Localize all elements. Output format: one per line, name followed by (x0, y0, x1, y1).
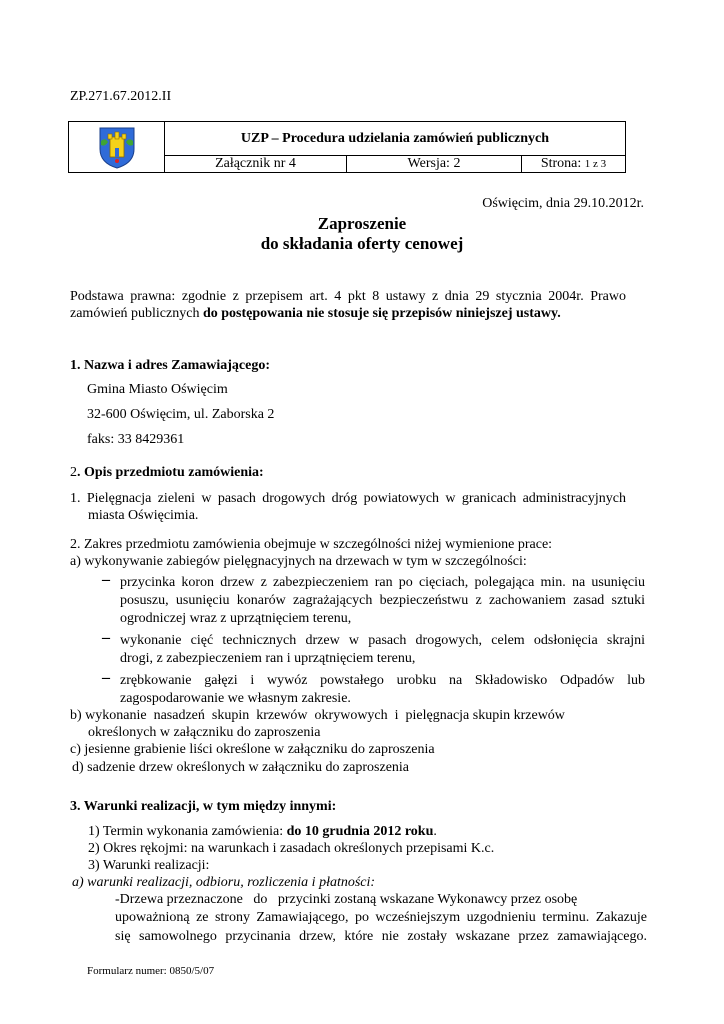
condition-item1 (88, 823, 437, 840)
condition-item3: 3) Warunki realizacji: (88, 858, 210, 873)
legal-basis-plain: zamówień publicznych (70, 306, 203, 321)
scope-item-d: d) sadzenie drzew określonych w załączniku do zaproszenia (72, 760, 410, 775)
contracting-authority-name: Gmina Miasto Oświęcim (87, 382, 228, 397)
bullet-dash: – (102, 669, 110, 686)
section2-heading (70, 464, 264, 481)
contracting-authority-fax: faks: 33 8429361 (87, 432, 185, 447)
condition-para-line1: -Drzewa przeznaczone do przycinki zostaną wskazane Wykonawcy przez osobę (115, 892, 578, 907)
bullet3-line1: zrębkowanie gałęzi i wywóz powstałego urobku na Składowisko Odpadów lub (120, 673, 645, 688)
page-indicator (522, 156, 625, 172)
bullet1-line1: przycinka koron drzew z zabezpieczeniem ran po cięciach, polegająca min. na usunięciu (120, 575, 645, 590)
attachment-number: Załącznik nr 4 (165, 156, 347, 172)
header-table (68, 121, 626, 173)
document-title: Zaproszenie (317, 214, 407, 233)
section2-heading-text: . Opis przedmiotu zamówienia: (77, 465, 264, 480)
version-label: Wersja: 2 (347, 156, 522, 172)
scope-item-a: a) wykonywanie zabiegów pielęgnacyjnych na drzewach w tym w szczególności: (70, 554, 527, 569)
coat-of-arms-icon (96, 125, 138, 169)
scope-item1-line2: miasta Oświęcimia. (88, 508, 199, 523)
scope-item-b-line1: b) wykonanie nasadzeń skupin krzewów okrywowych i pielęgnacja skupin krzewów (70, 708, 565, 723)
condition-item1-end: . (433, 824, 437, 839)
bullet1-line3: ogrodniczej wraz z uprzątnięciem terenu, (120, 611, 352, 626)
bullet-dash: – (102, 629, 110, 646)
form-number-footer: Formularz numer: 0850/5/07 (87, 965, 215, 977)
legal-basis-bold: do postępowania nie stosuje się przepisów niniejszej ustawy. (202, 306, 561, 321)
bullet3-line2: zagospodarowanie we własnym zakresie. (120, 691, 351, 706)
page-value: 1 z 3 (584, 158, 607, 170)
document-reference: ZP.271.67.2012.II (70, 89, 172, 104)
contracting-authority-address: 32-600 Oświęcim, ul. Zaborska 2 (87, 407, 275, 422)
procedure-title: UZP – Procedura udzielania zamówień publicznych (165, 122, 625, 156)
condition-item-a: a) warunki realizacji, odbioru, rozliczenia i płatności: (72, 875, 376, 890)
condition-item1-deadline: do 10 grudnia 2012 roku (286, 824, 434, 839)
section1-heading: 1. Nazwa i adres Zamawiającego: (70, 358, 270, 373)
section3-heading: 3. Warunki realizacji, w tym między innymi: (70, 799, 337, 814)
condition-item2: 2) Okres rękojmi: na warunkach i zasadach określonych przepisami K.c. (88, 841, 495, 856)
bullet1-line2: posuszu, usunięciu konarów zagrażających bezpieczeństwu z zachowaniem zasad sztuki (120, 593, 645, 608)
document-subtitle: do składania oferty cenowej (260, 234, 464, 253)
legal-basis-line1: Podstawa prawna: zgodnie z przepisem art. 4 pkt 8 ustawy z dnia 29 stycznia 2004r. Prawo (70, 289, 626, 304)
legal-basis-line2 (70, 305, 561, 322)
scope-item2: 2. Zakres przedmiotu zamówienia obejmuje w szczególności niżej wymienione prace: (70, 537, 553, 552)
logo-cell (69, 122, 165, 172)
scope-item-b-line2: określonych w załączniku do zaproszenia (88, 725, 321, 740)
condition-para-line3: się samowolnego przycinania drzew, które nie zostały wskazane przez zamawiającego. (115, 929, 647, 944)
bullet2-line1: wykonanie cięć technicznych drzew w pasach drogowych, celem odsłonięcia skrajni (120, 633, 645, 648)
section2-number: 2 (70, 465, 77, 480)
place-date: Oświęcim, dnia 29.10.2012r. (482, 196, 644, 211)
page-label: Strona: (540, 156, 582, 171)
scope-item1-line1: 1. Pielęgnacja zieleni w pasach drogowych dróg powiatowych w granicach administracyjnych (70, 491, 626, 506)
scope-item-c: c) jesienne grabienie liści określone w załączniku do zaproszenia (70, 742, 435, 757)
condition-item1-plain: 1) Termin wykonania zamówienia: (88, 824, 287, 839)
bullet-dash: – (102, 571, 110, 588)
bullet2-line2: drogi, z zabezpieczeniem ran i uprzątnięciem terenu, (120, 651, 416, 666)
condition-para-line2: upoważnioną ze strony Zamawiającego, po wcześniejszym uzgodnieniu terminu. Zakazuje (115, 910, 647, 925)
